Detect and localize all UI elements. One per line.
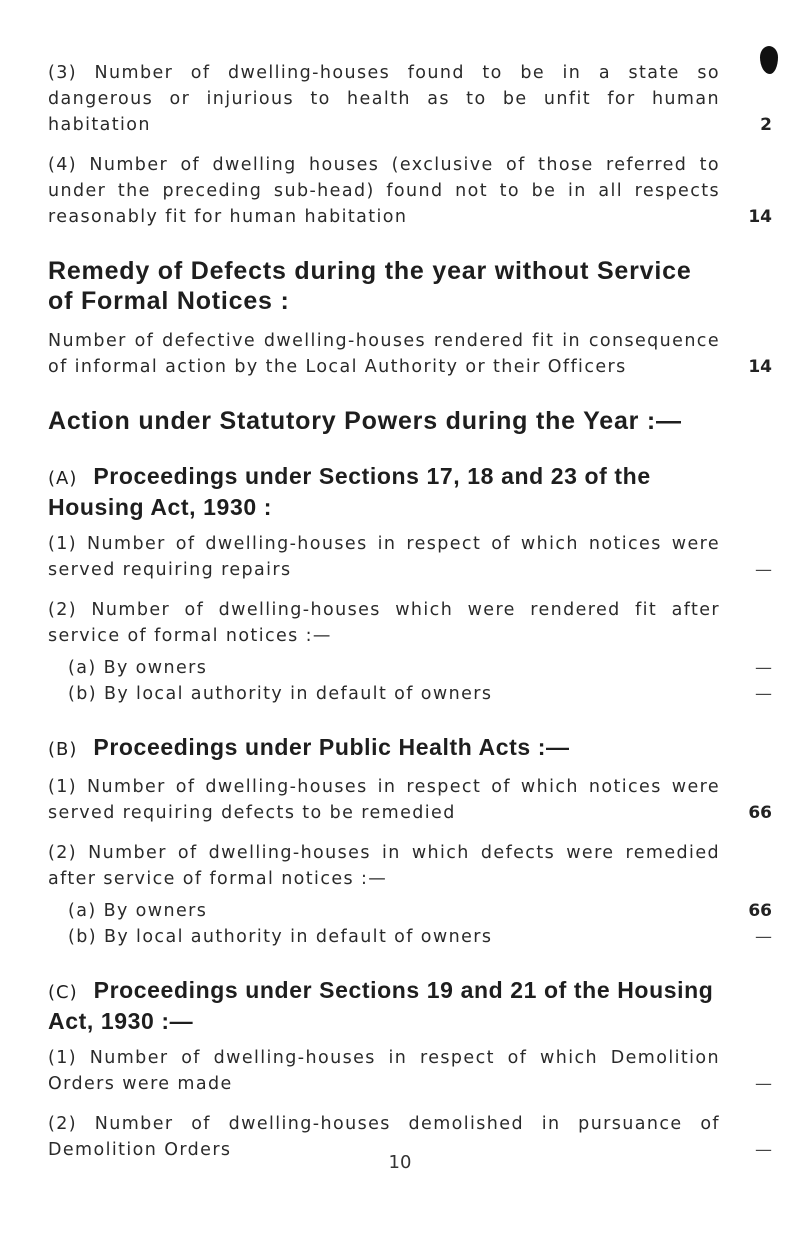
section-c-item-2-text: Number of dwelling-houses demolished in pursuance of Demolition Orders [48,1114,720,1160]
section-b-item-1-text: Number of dwelling-houses in respect of which notices were served requiring defects to be remedied [48,777,720,823]
section-b-title: Proceedings under Public Health Acts :— [93,734,570,760]
section-b-item-1 [48,774,772,826]
section-c-item-1 [48,1045,772,1097]
section-a-item-1 [48,531,772,583]
ink-blot [760,46,778,74]
remedy-heading: Remedy of Defects during the year without Service of Formal Notices : [48,257,692,315]
section-c-mark: (C) [48,982,78,1003]
section-a-item-2 [48,597,720,649]
section-c-item-2-value: — [755,1140,772,1160]
section-a-sub-b-label: (b) [68,684,97,704]
section-b-heading [48,733,720,764]
item-3 [48,60,772,138]
section-b-mark: (B) [48,739,78,760]
section-a-sub-a-value: — [755,658,772,678]
action-heading: Action under Statutory Powers during the Year :— [48,407,682,435]
section-a-sub-b-value: — [755,684,772,704]
section-a-mark: (A) [48,468,78,489]
section-b-item-1-number: (1) [48,777,77,797]
section-b-sub-b-value: — [755,927,772,947]
section-a-sub-b-text: By local authority in default of owners [103,684,493,704]
section-b-item-2-text: Number of dwelling-houses in which defects were remedied after service of formal notices :— [48,843,720,889]
item-4-number: (4) [48,155,77,175]
item-4-value: 14 [748,207,772,227]
document-page [48,60,772,1177]
section-c-item-1-number: (1) [48,1048,77,1068]
section-a-sub-a [48,655,772,681]
section-b-sub-a-value: 66 [748,901,772,921]
section-b-item-1-value: 66 [748,803,772,823]
page-number: 10 [388,1152,412,1173]
section-a-title: Proceedings under Sections 17, 18 and 23 of the Housing Act, 1930 : [48,463,651,520]
section-a-sub-a-text: By owners [103,658,208,678]
section-b-sub-b-label: (b) [68,927,97,947]
section-c-title: Proceedings under Sections 19 and 21 of the Housing Act, 1930 :— [48,977,714,1034]
section-b-sub-b [48,924,772,950]
item-4-text: Number of dwelling houses (exclusive of those referred to under the preceding sub-head) found not to be in all respects reasonably fit for human habitation [48,155,720,227]
section-b-sub-b-text: By local authority in default of owners [103,927,493,947]
item-3-text: Number of dwelling-houses found to be in a state so dangerous or injurious to health as to be unfit for human habitation [48,63,720,135]
remedy-text: Number of defective dwelling-houses rendered fit in consequence of informal action by the Local Authority or their Officers [48,331,720,377]
section-c-item-1-text: Number of dwelling-houses in respect of which Demolition Orders were made [48,1048,720,1094]
section-c-item-1-value: — [755,1074,772,1094]
item-3-value: 2 [760,115,772,135]
section-a-sub-a-label: (a) [68,658,97,678]
section-c-item-2-number: (2) [48,1114,77,1134]
section-a-item-2-number: (2) [48,600,77,620]
section-a-sub-b [48,681,772,707]
section-a-item-1-value: — [755,560,772,580]
section-a-item-1-number: (1) [48,534,77,554]
section-b-sub-a-label: (a) [68,901,97,921]
section-b-item-2 [48,840,720,892]
section-b-sub-a-text: By owners [103,901,208,921]
item-4 [48,152,772,230]
remedy-item [48,328,772,380]
section-a-heading [48,462,720,521]
section-b-sub-a [48,898,772,924]
remedy-value: 14 [748,357,772,377]
section-a-item-2-text: Number of dwelling-houses which were rendered fit after service of formal notices :— [48,600,720,646]
section-b-item-2-number: (2) [48,843,77,863]
item-3-number: (3) [48,63,77,83]
section-c-heading [48,976,720,1035]
section-a-item-1-text: Number of dwelling-houses in respect of which notices were served requiring repairs [48,534,720,580]
